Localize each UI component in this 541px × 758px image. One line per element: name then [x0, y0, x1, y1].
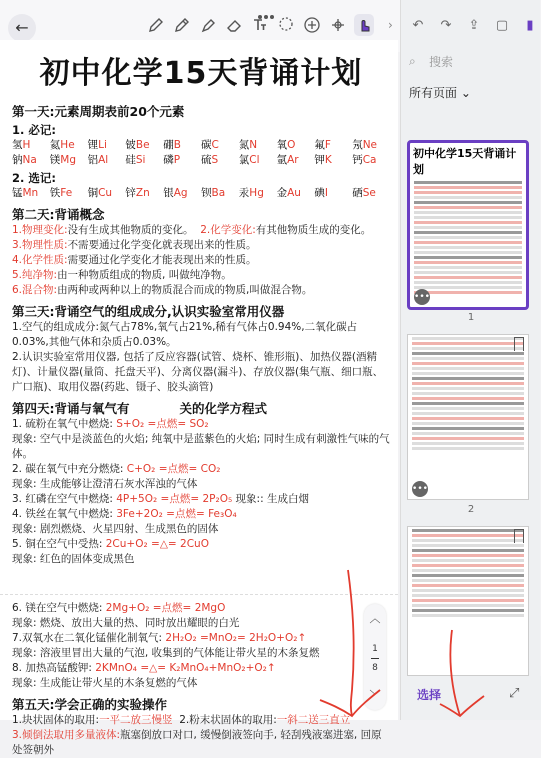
element-row-1	[12, 138, 390, 153]
page-thumbnail-1[interactable]	[407, 140, 529, 310]
phenomenon-line: 现象: 空气中是淡蓝色的火焰; 纯氧中是蓝紫色的火焰; 同时生成有刺激性气味的气体。	[12, 433, 390, 460]
day2-heading: 第二天:背诵概念	[12, 207, 105, 222]
sidebar-toolbar	[409, 16, 539, 34]
element-cell: 锌Zn	[125, 187, 150, 199]
element-cell: 铍Be	[125, 139, 150, 151]
search-input[interactable]	[409, 50, 533, 72]
air-composition: 1.空气的组成成分:氮气占78%,氧气占21%,稀有气体占0.94%,二氧化碳占0.03%,其他气体和杂质占0.03%。	[12, 321, 358, 348]
current-page: 1	[372, 644, 378, 654]
page-title: 初中化学15天背诵计划	[39, 56, 363, 91]
touch-icon[interactable]	[354, 14, 374, 36]
bookmark-icon[interactable]	[514, 337, 524, 351]
element-cell: 钡Ba	[200, 187, 226, 199]
phenomenon-line: 现象: 生成能让带火星的木条复燃的气体	[12, 677, 198, 689]
element-cell: 碳C	[200, 139, 219, 151]
select-button[interactable]: 选择	[417, 688, 442, 702]
element-cell: 钠Na	[12, 154, 37, 166]
page-sidebar	[400, 0, 540, 720]
all-pages-dropdown[interactable]: 所有页面 ⌄	[409, 86, 471, 100]
equation-line: 3. 红磷在空气中燃烧: 4P+5O₂ =点燃= 2P₂O₅ 现象:: 生成白烟	[12, 493, 309, 505]
equation-line: 8. 加热高锰酸钾: 2KMnO₄ =△= K₂MnO₄+MnO₂+O₂↑	[12, 662, 276, 674]
concept-line: 5.纯净物:由一种物质组成的物质, 叫做纯净物。	[12, 269, 232, 281]
element-cell: 铜Cu	[87, 187, 113, 199]
operation-line: 1.块状固体的取用:一平二放三慢竖 2.粉末状固体的取用:一斜二送三直立	[12, 714, 351, 726]
element-cell: 镁Mg	[49, 154, 77, 166]
phenomenon-line: 现象: 燃烧、放出大量的热、同时放出耀眼的白光	[12, 617, 240, 629]
lab-instruments: 2.认识实验室常用仪器, 包括了反应容器(试管、烧杯、锥形瓶)、加热仪器(酒精灯)、计量仪器(量筒、托盘天平)、分离仪器(漏斗)、存放仪器(集气瓶、细口瓶、广口瓶)、取用仪器(药匙、镊子、胶头滴管)	[12, 351, 384, 393]
page-indicator[interactable]	[364, 604, 386, 710]
equation-line: 1. 硫粉在氧气中燃烧: S+O₂ =点燃= SO₂	[12, 418, 209, 430]
chevron-up-icon[interactable]: ︿	[369, 612, 381, 625]
equation-line: 7.双氧水在二氧化锰催化制氧气: 2H₂O₂ =MnO₂= 2H₂O+O₂↑	[12, 632, 307, 644]
element-cell: 硅Si	[125, 154, 146, 166]
must-label: 1. 必记:	[12, 123, 56, 137]
total-pages: 8	[372, 663, 378, 673]
window-icon[interactable]: ▢	[495, 17, 509, 33]
thumbnail-title: 初中化学15天背诵计划	[413, 147, 517, 176]
element-cell: 硫S	[200, 154, 219, 166]
element-cell: 氮N	[238, 139, 258, 151]
more-icon[interactable]: •••	[414, 289, 430, 305]
element-cell: 氟F	[314, 139, 331, 151]
sidebar-footer	[401, 676, 541, 720]
text-icon[interactable]	[250, 14, 270, 36]
lasso-icon[interactable]	[276, 14, 296, 36]
expand-icon[interactable]: ⤢	[509, 686, 520, 701]
phenomenon-line: 现象: 溶液里冒出大量的气泡, 收集到的气体能让带火星的木条复燃	[12, 647, 320, 659]
element-cell: 铁Fe	[49, 187, 73, 199]
element-cell: 金Au	[276, 187, 301, 199]
pencil-icon[interactable]	[172, 14, 192, 36]
redo-icon[interactable]: ↷	[440, 17, 452, 33]
thumbnail-page-number: 1	[467, 312, 475, 323]
undo-icon[interactable]: ↶	[412, 17, 424, 33]
chevron-down-icon[interactable]: ﹀	[369, 689, 381, 702]
search-icon: ⌕	[409, 53, 416, 68]
phenomenon-line: 现象: 红色的固体变成黑色	[12, 553, 135, 565]
equation-line: 5. 铜在空气中受热: 2Cu+O₂ =△= 2CuO	[12, 538, 209, 550]
element-cell: 锰Mn	[12, 187, 39, 199]
share-icon[interactable]: ⇪	[468, 17, 480, 33]
pen-icon[interactable]	[146, 14, 166, 36]
add-icon[interactable]	[302, 14, 322, 36]
concept-line: 6.混合物:由两种或两种以上的物质混合而成的物质,叫做混合物。	[12, 284, 313, 296]
element-cell: 碘I	[314, 187, 328, 199]
page-thumbnail-2[interactable]	[407, 334, 529, 500]
day5-heading: 第五天:学会正确的实验操作	[12, 697, 167, 712]
drawing-tools	[146, 14, 374, 36]
concept-line: 3.物理性质:不需要通过化学变化就表现出来的性质。	[12, 239, 257, 251]
back-button[interactable]	[8, 14, 36, 42]
search-placeholder: 搜索	[429, 54, 454, 69]
operation-line: 3.倾倒法取用多量液体:瓶塞倒放口对口, 缓慢倒液签向手, 轻刮残液塞进塞, 回原处签朝外	[12, 729, 382, 756]
equation-line: 4. 铁丝在氧气中燃烧: 3Fe+2O₂ =点燃= Fe₃O₄	[12, 508, 237, 520]
day3-heading: 第三天:背诵空气的组成成分,认识实验室常用仪器	[12, 304, 285, 319]
equation-line: 2. 碳在氧气中充分燃烧: C+O₂ =点燃= CO₂	[12, 463, 221, 475]
element-cell: 铝Al	[87, 154, 109, 166]
element-row-2	[12, 153, 390, 168]
element-cell: 氧O	[276, 139, 296, 151]
day4-heading: 第四天:背诵与氧气有 关的化学方程式	[12, 401, 267, 416]
day1-heading: 第一天:元素周期表前20个元素	[12, 104, 185, 119]
phenomenon-line: 现象: 生成能够让澄清石灰水浑浊的气体	[12, 478, 198, 490]
thumbnail-page-number: 2	[467, 504, 475, 515]
element-cell: 氩Ar	[276, 154, 299, 166]
element-cell: 硼B	[163, 139, 181, 151]
page-thumbnail-3[interactable]	[407, 526, 529, 676]
element-cell: 钙Ca	[352, 154, 377, 166]
concept-line: 1.物理变化:没有生成其他物质的变化。 2.化学变化:有其他物质生成的变化。	[12, 224, 372, 236]
chevron-down-icon: ⌄	[460, 86, 471, 100]
element-cell: 氯Cl	[238, 154, 260, 166]
highlighter-icon[interactable]	[198, 14, 218, 36]
more-icon[interactable]: •••	[412, 481, 428, 497]
phenomenon-line: 现象: 剧烈燃烧、火星四射、生成黑色的固体	[12, 523, 219, 535]
chevron-right-icon[interactable]: ›	[388, 18, 393, 32]
element-cell: 氖Ne	[352, 139, 378, 151]
optional-label: 2. 选记:	[12, 171, 56, 185]
window-grabber[interactable]	[258, 4, 280, 8]
page-break	[0, 587, 398, 595]
element-cell: 锂Li	[87, 139, 107, 151]
document-page[interactable]	[0, 40, 398, 756]
element-cell: 钾K	[314, 154, 332, 166]
link-icon[interactable]	[328, 14, 348, 36]
element-cell: 汞Hg	[238, 187, 264, 199]
element-cell: 氦He	[49, 139, 75, 151]
concept-line: 4.化学性质:需要通过化学变化才能表现出来的性质。	[12, 254, 257, 266]
element-cell: 氢H	[12, 139, 31, 151]
element-cell: 磷P	[163, 154, 181, 166]
back-arrow-icon: ←	[15, 18, 29, 37]
element-cell: 硒Se	[352, 187, 376, 199]
element-cell: 银Ag	[163, 187, 188, 199]
eraser-icon[interactable]	[224, 14, 244, 36]
bookmark-icon[interactable]	[514, 529, 524, 543]
equation-line: 6. 镁在空气中燃烧: 2Mg+O₂ =点燃= 2MgO	[12, 602, 226, 614]
notebook-icon[interactable]: ▮	[526, 17, 534, 33]
element-row-3	[12, 186, 390, 201]
